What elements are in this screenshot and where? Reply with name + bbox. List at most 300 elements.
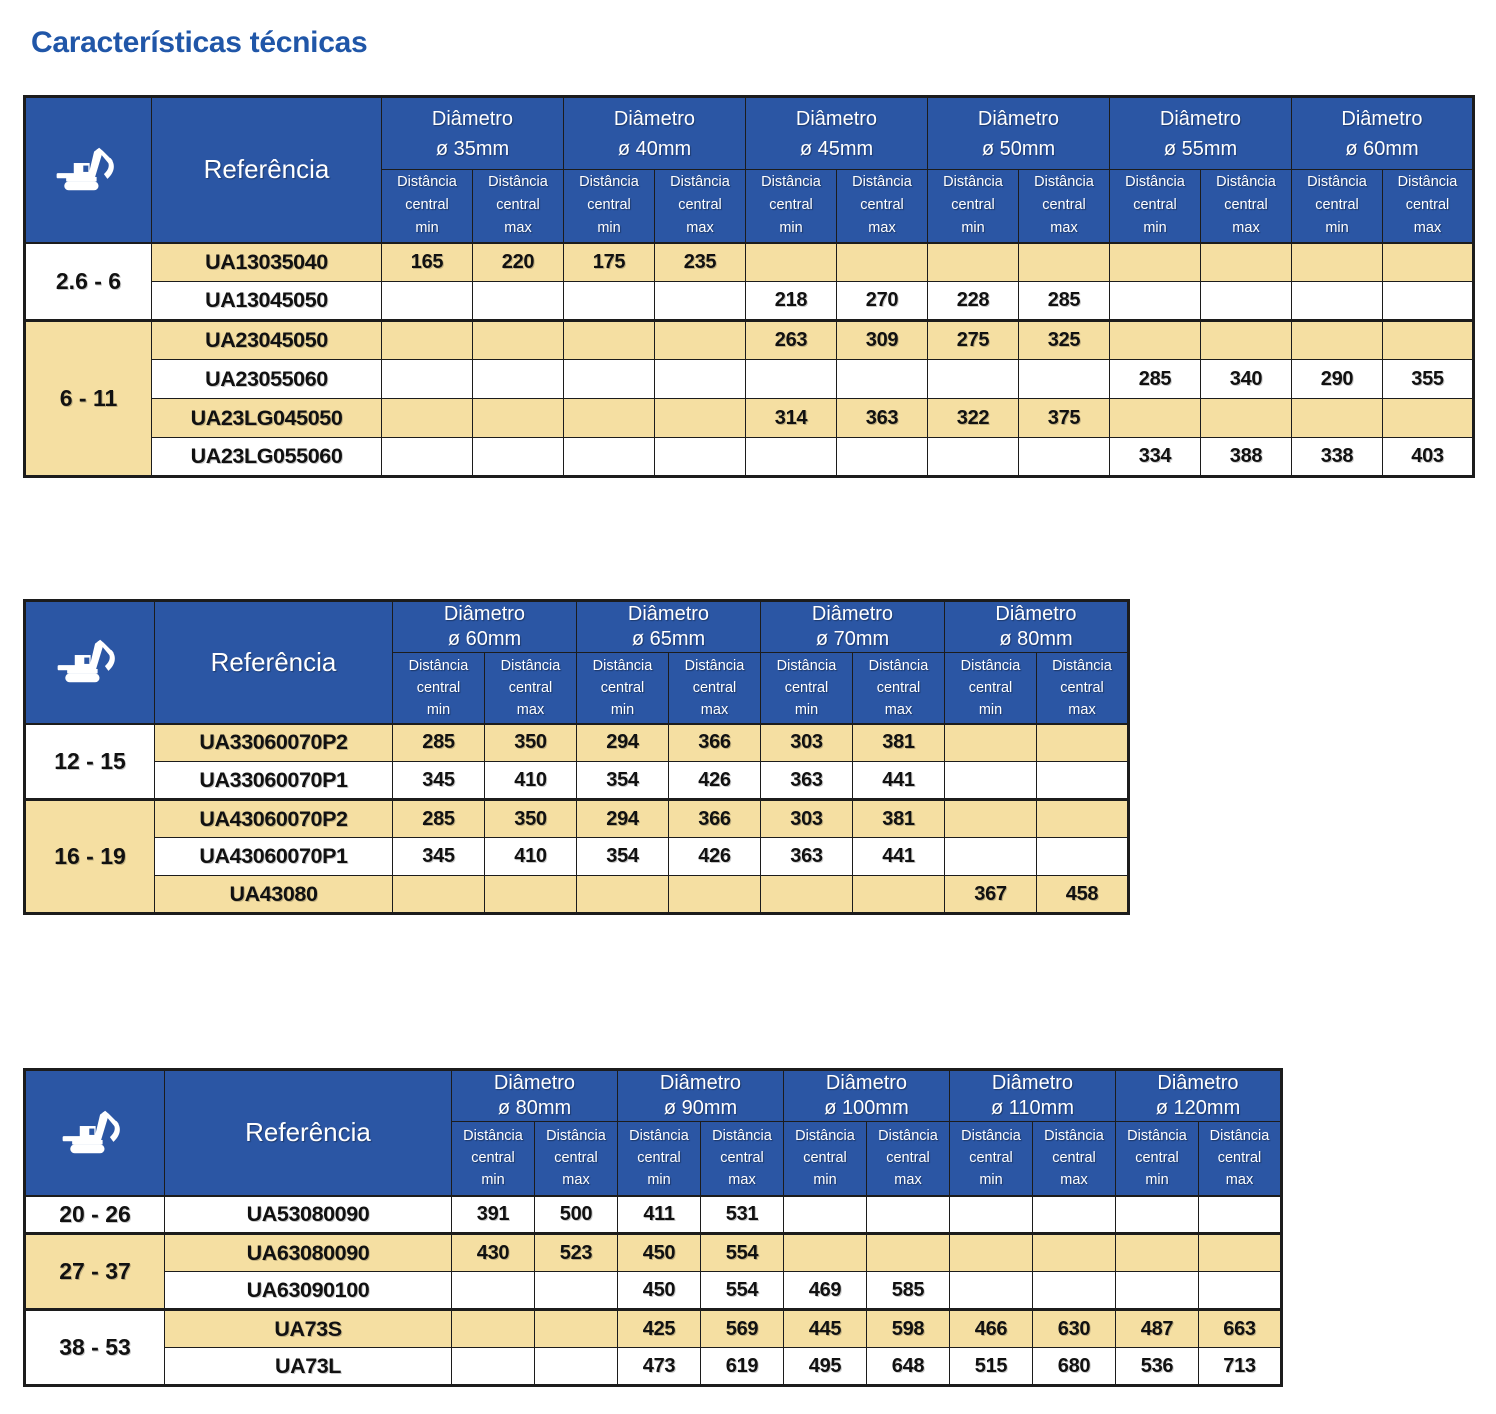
value-cell — [1037, 838, 1129, 876]
header-line: Distância — [776, 657, 837, 674]
distance-min-header — [1292, 170, 1383, 243]
diameter-word: Diâmetro — [991, 1072, 1074, 1094]
header-line: central — [803, 1150, 847, 1167]
header-line: Distância — [852, 174, 912, 191]
distance-max-header — [485, 653, 577, 724]
header-line: central — [416, 679, 461, 696]
excavator-icon — [56, 145, 122, 195]
diameter-header — [784, 1070, 950, 1122]
distance-min-header — [1116, 1122, 1199, 1196]
value-cell: 648 — [867, 1348, 950, 1386]
distance-max-header — [1199, 1122, 1282, 1196]
header-line: min — [979, 1172, 1003, 1189]
value-cell: 325 — [1019, 321, 1110, 360]
diameter-size: ø 60mm — [447, 628, 522, 650]
value-cell: 303 — [761, 800, 853, 838]
header-line: central — [508, 679, 553, 696]
header-line: Distância — [868, 657, 929, 674]
distance-max-header — [853, 653, 945, 724]
table-header — [25, 601, 1129, 724]
table-row — [25, 438, 1474, 477]
value-cell: 290 — [1292, 360, 1383, 399]
diameter-word: Diâmetro — [431, 107, 514, 130]
header-line: max — [1060, 1172, 1088, 1189]
value-cell — [564, 282, 655, 321]
value-cell: 425 — [618, 1310, 701, 1348]
value-cell — [1019, 360, 1110, 399]
value-cell — [1116, 1272, 1199, 1310]
header-line: min — [610, 701, 635, 718]
value-cell — [746, 243, 837, 282]
value-cell: 285 — [393, 724, 485, 762]
reference-cell: UA23LG045050 — [152, 399, 382, 438]
value-cell — [1292, 243, 1383, 282]
distance-max-header — [1019, 170, 1110, 243]
diameter-word: Diâmetro — [627, 603, 710, 625]
value-cell — [945, 838, 1037, 876]
value-cell: 309 — [837, 321, 928, 360]
value-cell: 495 — [784, 1348, 867, 1386]
diameter-header — [1116, 1070, 1282, 1122]
header-line: central — [678, 197, 722, 214]
header-line: min — [415, 220, 439, 237]
reference-cell: UA53080090 — [165, 1196, 452, 1234]
header-line: Distância — [397, 174, 457, 191]
header-line: max — [1232, 220, 1260, 237]
reference-cell: UA43080 — [155, 876, 393, 914]
diameter-word: Diâmetro — [811, 603, 894, 625]
value-cell — [837, 438, 928, 477]
header-line: Distância — [592, 657, 653, 674]
header-line: Distância — [712, 1128, 772, 1145]
value-cell — [485, 876, 577, 914]
table-row — [25, 800, 1129, 838]
value-cell — [669, 876, 761, 914]
value-cell: 381 — [853, 800, 945, 838]
value-cell: 338 — [1292, 438, 1383, 477]
diameter-word: Diâmetro — [493, 1072, 576, 1094]
value-cell — [867, 1234, 950, 1272]
value-cell — [473, 360, 564, 399]
value-cell: 367 — [945, 876, 1037, 914]
value-cell: 354 — [577, 838, 669, 876]
spec-table — [23, 599, 1130, 915]
diameter-word: Diâmetro — [977, 107, 1060, 130]
header-line: central — [1042, 197, 1086, 214]
weight-range-cell: 16 - 19 — [25, 800, 155, 914]
header-line: max — [868, 220, 896, 237]
value-cell — [867, 1196, 950, 1234]
diameter-word: Diâmetro — [659, 1072, 742, 1094]
value-cell — [564, 360, 655, 399]
machine-icon-cell — [25, 97, 152, 243]
value-cell: 350 — [485, 724, 577, 762]
distance-min-header — [746, 170, 837, 243]
header-line: central — [886, 1150, 930, 1167]
header-line: Distância — [1127, 1128, 1187, 1145]
value-cell — [535, 1348, 618, 1386]
value-cell: 585 — [867, 1272, 950, 1310]
value-cell: 322 — [928, 399, 1019, 438]
reference-header: Referência — [152, 97, 382, 243]
value-cell — [1033, 1234, 1116, 1272]
value-cell: 294 — [577, 724, 669, 762]
value-cell — [535, 1272, 618, 1310]
table-row — [25, 838, 1129, 876]
value-cell — [950, 1196, 1033, 1234]
header-line: central — [860, 197, 904, 214]
table-body — [25, 243, 1474, 477]
diameter-header — [564, 97, 746, 170]
value-cell — [473, 321, 564, 360]
header-line: Distância — [1044, 1128, 1104, 1145]
value-cell — [945, 762, 1037, 800]
weight-range-cell: 20 - 26 — [25, 1196, 165, 1234]
value-cell: 375 — [1019, 399, 1110, 438]
header-line: min — [597, 220, 621, 237]
weight-range-cell: 6 - 11 — [25, 321, 152, 477]
header-line: min — [779, 220, 803, 237]
value-cell — [1199, 1234, 1282, 1272]
header-line: Distância — [1307, 174, 1367, 191]
value-cell — [761, 876, 853, 914]
header-line: central — [1135, 1150, 1179, 1167]
header-line: Distância — [943, 174, 1003, 191]
header-line: Distância — [1052, 657, 1112, 674]
table-body — [25, 1196, 1282, 1386]
value-cell — [1383, 282, 1474, 321]
header-row-diameters — [25, 601, 1129, 653]
header-line: central — [951, 197, 995, 214]
distance-max-header — [655, 170, 746, 243]
value-cell — [382, 360, 473, 399]
value-cell: 270 — [837, 282, 928, 321]
header-line: max — [1413, 220, 1442, 237]
table-row — [25, 399, 1474, 438]
value-cell — [655, 282, 746, 321]
diameter-word: Diâmetro — [1157, 1072, 1239, 1094]
excavator-icon — [57, 637, 123, 687]
header-line: min — [794, 701, 819, 718]
value-cell — [1110, 321, 1201, 360]
header-line: min — [961, 220, 985, 237]
value-cell: 500 — [535, 1196, 618, 1234]
distance-max-header — [1201, 170, 1292, 243]
value-cell: 473 — [618, 1348, 701, 1386]
spec-table-medium-diameters — [23, 599, 1130, 915]
diameter-header — [945, 601, 1129, 653]
diameter-header — [452, 1070, 618, 1122]
value-cell: 275 — [928, 321, 1019, 360]
value-cell — [655, 321, 746, 360]
header-line: min — [813, 1172, 837, 1189]
header-line: min — [1325, 220, 1349, 237]
header-line: Distância — [1209, 1128, 1270, 1145]
value-cell — [1116, 1196, 1199, 1234]
header-line: Distância — [408, 657, 469, 674]
value-cell: 441 — [853, 838, 945, 876]
value-cell — [655, 399, 746, 438]
value-cell: 531 — [701, 1196, 784, 1234]
diameter-word: Diâmetro — [795, 107, 878, 130]
value-cell: 515 — [950, 1348, 1033, 1386]
value-cell — [1201, 399, 1292, 438]
value-cell: 569 — [701, 1310, 784, 1348]
value-cell: 410 — [485, 838, 577, 876]
value-cell — [945, 724, 1037, 762]
value-cell — [1383, 399, 1474, 438]
header-line: Distância — [960, 657, 1021, 674]
reference-cell: UA43060070P2 — [155, 800, 393, 838]
table-row — [25, 321, 1474, 360]
header-line: min — [978, 701, 1003, 718]
value-cell: 426 — [669, 762, 761, 800]
header-line: Distância — [1397, 174, 1458, 191]
diameter-size: ø 100mm — [824, 1097, 909, 1119]
header-line: central — [471, 1150, 515, 1167]
value-cell: 366 — [669, 724, 761, 762]
header-line: Distância — [579, 174, 639, 191]
diameter-size: ø 55mm — [1163, 137, 1238, 160]
value-cell: 165 — [382, 243, 473, 282]
header-line: Distância — [546, 1128, 606, 1145]
value-cell: 366 — [669, 800, 761, 838]
value-cell — [1037, 762, 1129, 800]
value-cell — [1037, 800, 1129, 838]
value-cell — [746, 360, 837, 399]
reference-cell: UA13045050 — [152, 282, 382, 321]
value-cell — [655, 438, 746, 477]
diameter-word: Diâmetro — [995, 603, 1077, 625]
value-cell: 345 — [393, 838, 485, 876]
value-cell — [928, 360, 1019, 399]
header-line: max — [1050, 220, 1078, 237]
header-line: central — [784, 679, 829, 696]
value-cell — [945, 800, 1037, 838]
table-row — [25, 762, 1129, 800]
value-cell — [950, 1234, 1033, 1272]
header-line: Distância — [684, 657, 745, 674]
value-cell — [1199, 1196, 1282, 1234]
value-cell — [1110, 399, 1201, 438]
value-cell: 350 — [485, 800, 577, 838]
header-line: central — [1052, 1150, 1096, 1167]
header-line: central — [969, 1150, 1013, 1167]
value-cell: 220 — [473, 243, 564, 282]
reference-cell: UA73L — [165, 1348, 452, 1386]
diameter-header — [1110, 97, 1292, 170]
header-line: Distância — [761, 174, 821, 191]
reference-header: Referência — [155, 601, 393, 724]
value-cell — [1383, 321, 1474, 360]
value-cell — [1110, 282, 1201, 321]
value-cell: 598 — [867, 1310, 950, 1348]
value-cell — [837, 243, 928, 282]
page-title: Características técnicas — [31, 26, 368, 59]
value-cell: 354 — [577, 762, 669, 800]
diameter-header — [618, 1070, 784, 1122]
diameter-header — [928, 97, 1110, 170]
value-cell: 345 — [393, 762, 485, 800]
value-cell — [452, 1348, 535, 1386]
value-cell — [452, 1272, 535, 1310]
header-line: min — [647, 1172, 671, 1189]
header-line: central — [554, 1150, 598, 1167]
value-cell: 285 — [393, 800, 485, 838]
header-line: min — [481, 1172, 505, 1189]
value-cell: 363 — [837, 399, 928, 438]
value-cell — [1019, 438, 1110, 477]
value-cell: 175 — [564, 243, 655, 282]
value-cell — [382, 321, 473, 360]
distance-max-header — [867, 1122, 950, 1196]
value-cell: 218 — [746, 282, 837, 321]
value-cell: 411 — [618, 1196, 701, 1234]
value-cell — [1292, 282, 1383, 321]
value-cell: 285 — [1019, 282, 1110, 321]
header-line: Distância — [1125, 174, 1185, 191]
value-cell: 303 — [761, 724, 853, 762]
value-cell — [452, 1310, 535, 1348]
diameter-header — [577, 601, 761, 653]
distance-max-header — [1033, 1122, 1116, 1196]
value-cell: 294 — [577, 800, 669, 838]
reference-cell: UA63080090 — [165, 1234, 452, 1272]
value-cell: 426 — [669, 838, 761, 876]
value-cell: 663 — [1199, 1310, 1282, 1348]
value-cell — [564, 321, 655, 360]
header-line: central — [1060, 679, 1104, 696]
table-row — [25, 1234, 1282, 1272]
distance-max-header — [669, 653, 761, 724]
header-line: Distância — [629, 1128, 689, 1145]
header-line: Distância — [795, 1128, 855, 1145]
value-cell: 554 — [701, 1234, 784, 1272]
reference-cell: UA23LG055060 — [152, 438, 382, 477]
header-line: central — [1224, 197, 1268, 214]
distance-max-header — [1383, 170, 1474, 243]
value-cell: 410 — [485, 762, 577, 800]
header-line: central — [968, 679, 1013, 696]
value-cell — [473, 438, 564, 477]
machine-icon-cell — [25, 601, 155, 724]
header-line: central — [600, 679, 645, 696]
header-line: max — [516, 701, 545, 718]
value-cell: 340 — [1201, 360, 1292, 399]
value-cell — [928, 438, 1019, 477]
header-line: Distância — [961, 1128, 1021, 1145]
header-line: Distância — [878, 1128, 938, 1145]
header-line: central — [769, 197, 813, 214]
value-cell: 388 — [1201, 438, 1292, 477]
value-cell — [1033, 1272, 1116, 1310]
reference-cell: UA13035040 — [152, 243, 382, 282]
reference-cell: UA63090100 — [165, 1272, 452, 1310]
table-row — [25, 1196, 1282, 1234]
header-line: central — [876, 679, 921, 696]
diameter-word: Diâmetro — [613, 107, 696, 130]
value-cell: 523 — [535, 1234, 618, 1272]
distance-max-header — [473, 170, 564, 243]
header-row-diameters — [25, 1070, 1282, 1122]
value-cell — [1383, 243, 1474, 282]
value-cell — [473, 399, 564, 438]
value-cell: 391 — [452, 1196, 535, 1234]
weight-range-cell: 12 - 15 — [25, 724, 155, 800]
distance-min-header — [950, 1122, 1033, 1196]
value-cell: 630 — [1033, 1310, 1116, 1348]
header-line: max — [1225, 1172, 1254, 1189]
value-cell — [746, 438, 837, 477]
value-cell — [1292, 399, 1383, 438]
header-line: min — [1143, 220, 1167, 237]
diameter-word: Diâmetro — [825, 1072, 908, 1094]
weight-range-cell: 2.6 - 6 — [25, 243, 152, 321]
diameter-header — [1292, 97, 1474, 170]
value-cell — [564, 438, 655, 477]
value-cell — [1037, 724, 1129, 762]
table-row — [25, 282, 1474, 321]
spec-table-large-diameters — [23, 1068, 1283, 1387]
header-line: min — [1145, 1172, 1169, 1189]
value-cell: 228 — [928, 282, 1019, 321]
value-cell: 536 — [1116, 1348, 1199, 1386]
header-line: central — [405, 197, 449, 214]
value-cell — [784, 1196, 867, 1234]
diameter-size: ø 80mm — [999, 628, 1073, 650]
excavator-icon — [62, 1108, 128, 1158]
value-cell: 363 — [761, 762, 853, 800]
diameter-word: Diâmetro — [1159, 107, 1242, 130]
value-cell: 263 — [746, 321, 837, 360]
table-row — [25, 360, 1474, 399]
distance-max-header — [535, 1122, 618, 1196]
diameter-header — [382, 97, 564, 170]
value-cell: 619 — [701, 1348, 784, 1386]
header-line: central — [692, 679, 737, 696]
value-cell — [1110, 243, 1201, 282]
diameter-size: ø 45mm — [799, 137, 874, 160]
diameter-header — [761, 601, 945, 653]
value-cell: 554 — [701, 1272, 784, 1310]
value-cell — [837, 360, 928, 399]
header-line: Distância — [670, 174, 730, 191]
diameter-size: ø 65mm — [631, 628, 706, 650]
value-cell — [1019, 243, 1110, 282]
diameter-header — [393, 601, 577, 653]
header-line: central — [1405, 197, 1450, 214]
weight-range-cell: 38 - 53 — [25, 1310, 165, 1386]
reference-header: Referência — [165, 1070, 452, 1196]
header-line: central — [1217, 1150, 1262, 1167]
distance-min-header — [618, 1122, 701, 1196]
value-cell: 713 — [1199, 1348, 1282, 1386]
value-cell: 314 — [746, 399, 837, 438]
value-cell: 487 — [1116, 1310, 1199, 1348]
distance-min-header — [452, 1122, 535, 1196]
header-row-diameters — [25, 97, 1474, 170]
value-cell: 680 — [1033, 1348, 1116, 1386]
diameter-size: ø 50mm — [981, 137, 1056, 160]
value-cell — [1201, 282, 1292, 321]
header-line: Distância — [500, 657, 561, 674]
value-cell: 458 — [1037, 876, 1129, 914]
value-cell — [382, 438, 473, 477]
diameter-size: ø 60mm — [1345, 137, 1419, 160]
diameter-size: ø 35mm — [435, 137, 510, 160]
table-row — [25, 1272, 1282, 1310]
value-cell — [1201, 243, 1292, 282]
